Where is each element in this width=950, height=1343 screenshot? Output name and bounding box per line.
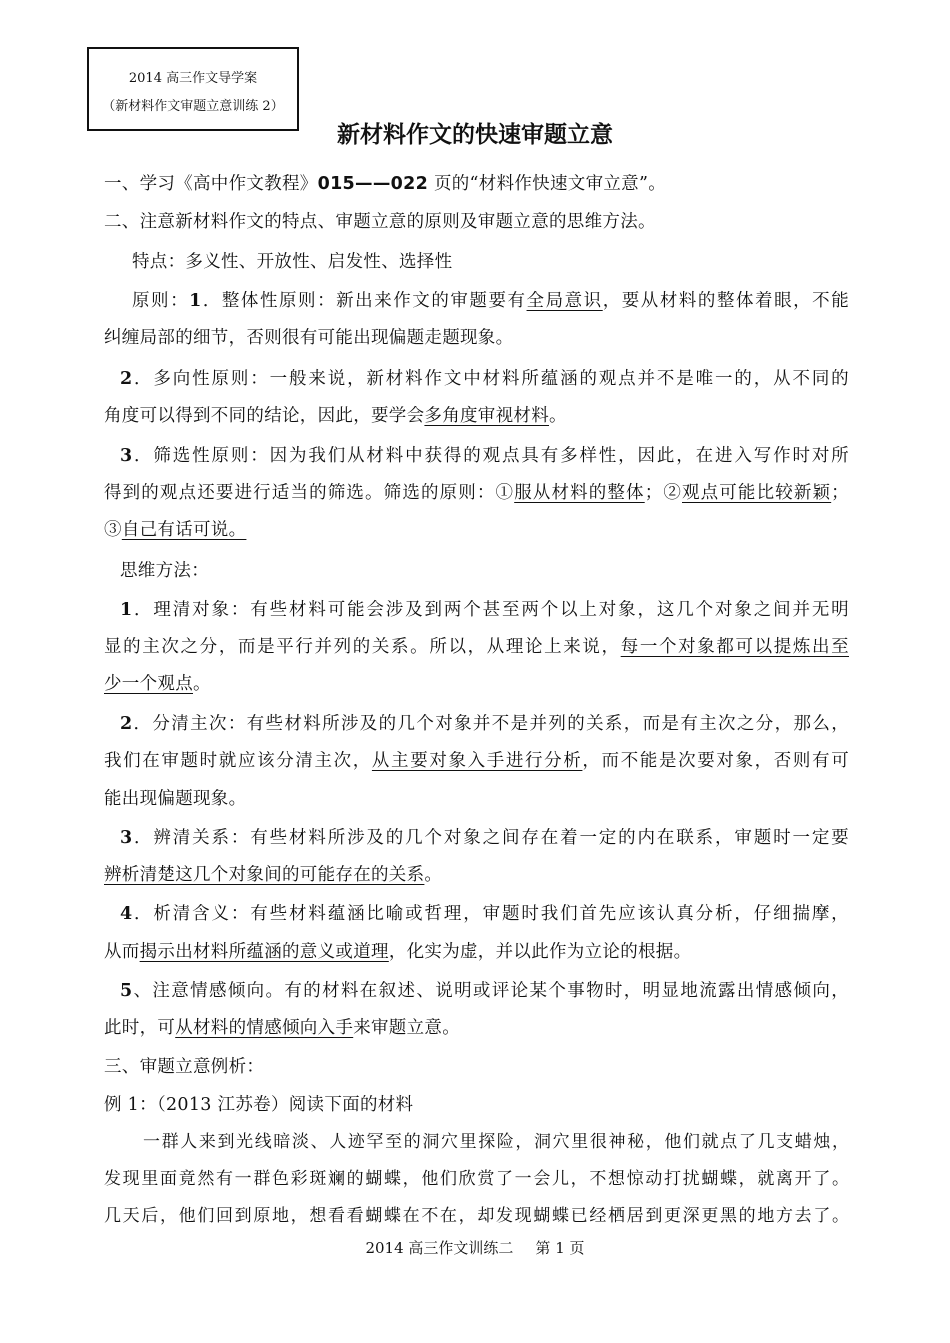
method-1-text: ．理清对象：有些材料可能会涉及到两个甚至两个以上对象，这几个对象之间并无明 — [132, 600, 849, 620]
principle-1-line-2: 纠缠局部的细节，否则很有可能出现偏题走题现象。 — [104, 328, 514, 348]
footer-page-number: 第 1 页 — [535, 1239, 585, 1257]
method-5-text-b: 此时，可 — [104, 1018, 176, 1038]
principle-3-text-d: ； — [831, 483, 849, 503]
header-line-2: （新材料作文审题立意训练 2） — [102, 99, 284, 114]
principle-3-underline-3: 自己有话可说。 — [121, 520, 247, 540]
method-2-text-c: ，而不能是次要对象，否则有可 — [582, 751, 849, 771]
method-2-text: ．分清主次：有些材料所涉及的几个对象并不是并列的关系，而是有主次之分，那么， — [132, 714, 849, 734]
section-1 — [104, 171, 849, 197]
method-2-underline: 从主要对象入手进行分析 — [371, 751, 583, 771]
example-line-2: 发现里面竟然有一群色彩斑斓的蝴蝶，他们欣赏了一会儿，不想惊动打扰蝴蝶，就离开了。 — [104, 1169, 849, 1189]
method-1-text-b: 显的主次之分，而是平行并列的关系。所以，从理论上来说， — [104, 637, 621, 657]
principle-2-underline: 多角度审视材料 — [424, 406, 550, 426]
method-3-line-2 — [104, 862, 849, 888]
principle-2-number: 2 — [120, 369, 133, 389]
principle-3-text-e: ③ — [104, 520, 122, 540]
section-2: 二、注意新材料作文的特点、审题立意的原则及审题立意的思维方法。 — [104, 212, 656, 232]
example-title: 例 1：（2013 江苏卷）阅读下面的材料 — [104, 1095, 414, 1115]
method-2-line-2 — [104, 748, 849, 774]
method-3-line-1 — [120, 825, 849, 851]
method-4-line-2 — [104, 939, 849, 965]
section-3: 三、审题立意例析： — [104, 1057, 265, 1077]
method-4-text-b: 从而 — [104, 942, 140, 962]
method-5-text: 、注意情感倾向。有的材料在叙述、说明或评论某个事物时，明显地流露出情感倾向， — [132, 981, 849, 1001]
method-5-number: 5 — [120, 981, 133, 1001]
principle-3-underline-2: 观点可能比较新颖 — [682, 483, 832, 503]
methods-heading: 思维方法： — [120, 561, 209, 581]
method-5-underline: 从材料的情感倾向入手 — [175, 1018, 354, 1038]
method-1-text-c: 。 — [193, 674, 211, 694]
method-1-underline-2: 少一个观点 — [104, 674, 193, 694]
section-1-text-a: 一、学习《高中作文教程》 — [104, 174, 318, 194]
principle-3-number: 3 — [120, 446, 133, 466]
principle-label: 原则： — [132, 291, 190, 311]
method-4-line-1 — [120, 901, 849, 927]
features-line: 特点：多义性、开放性、启发性、选择性 — [132, 252, 453, 272]
principle-3-line-3 — [104, 517, 849, 543]
principle-3-text-b: 得到的观点还要进行适当的筛选。筛选的原则：① — [104, 483, 515, 503]
method-1-line-1 — [120, 597, 849, 623]
principle-1-underline: 全局意识 — [526, 291, 603, 311]
method-3-underline: 辨析清楚这几个对象间的可能存在的关系 — [104, 865, 425, 885]
principle-1-line-1 — [132, 288, 849, 314]
principle-2-line-1 — [120, 366, 849, 392]
principle-3-line-2 — [104, 480, 849, 506]
method-2-number: 2 — [120, 714, 133, 734]
section-1-pages: 015——022 — [317, 174, 429, 194]
header-line-1: 2014 高三作文导学案 — [128, 71, 258, 86]
method-4-underline: 揭示出材料所蕴涵的意义或道理 — [139, 942, 389, 962]
principle-2-text: ．多向性原则：一般来说，新材料作文中材料所蕴涵的观点并不是唯一的，从不同的 — [132, 369, 849, 389]
principle-3-text-c: ；② — [644, 483, 682, 503]
method-3-text-c: 。 — [424, 865, 443, 885]
method-4-text: ．析清含义：有些材料蕴涵比喻或哲理，审题时我们首先应该认真分析，仔细揣摩， — [132, 904, 849, 924]
page-title: 新材料作文的快速审题立意 — [337, 122, 613, 148]
method-4-number: 4 — [120, 904, 133, 924]
method-2-line-3: 能出现偏题现象。 — [104, 789, 247, 809]
method-3-number: 3 — [120, 828, 133, 848]
method-5-line-1 — [120, 978, 849, 1004]
page-footer — [0, 1237, 950, 1258]
method-1-line-2 — [104, 634, 849, 660]
method-1-line-3 — [104, 671, 849, 697]
method-5-line-2 — [104, 1015, 849, 1041]
footer-title: 2014 高三作文训练二 — [365, 1239, 514, 1257]
example-line-1: 一群人来到光线暗淡、人迹罕至的洞穴里探险，洞穴里很神秘，他们就点了几支蜡烛， — [143, 1132, 849, 1152]
principle-3-line-1 — [120, 443, 849, 469]
principle-3-text: ．筛选性原则：因为我们从材料中获得的观点具有多样性，因此，在进入写作时对所 — [132, 446, 849, 466]
method-2-text-b: 我们在审题时就应该分清主次， — [104, 751, 372, 771]
principle-2-text-c: 。 — [549, 406, 567, 426]
method-3-text: ．辨清关系：有些材料所涉及的几个对象之间存在着一定的内在联系，审题时一定要 — [132, 828, 849, 848]
principle-1-number: 1 — [189, 291, 202, 311]
example-line-3: 几天后，他们回到原地，想看看蝴蝶在不在，却发现蝴蝶已经栖居到更深更黑的地方去了。 — [104, 1206, 849, 1226]
principle-2-text-b: 角度可以得到不同的结论，因此，要学会 — [104, 406, 425, 426]
method-4-text-c: ，化实为虚，并以此作为立论的根据。 — [388, 942, 692, 962]
method-5-text-c: 来审题立意。 — [353, 1018, 461, 1038]
principle-2-line-2 — [104, 403, 849, 429]
method-1-underline: 每一个对象都可以提炼出至 — [620, 637, 849, 657]
method-2-line-1 — [120, 711, 849, 737]
principle-1-text-c: ，要从材料的整体着眼，不能 — [602, 291, 850, 311]
method-1-number: 1 — [120, 600, 133, 620]
principle-1-text: ．整体性原则：新出来作文的审题要有 — [201, 291, 527, 311]
section-1-text-c: 页的“材料作快速文审立意”。 — [428, 174, 667, 194]
principle-3-underline-1: 服从材料的整体 — [514, 483, 645, 503]
